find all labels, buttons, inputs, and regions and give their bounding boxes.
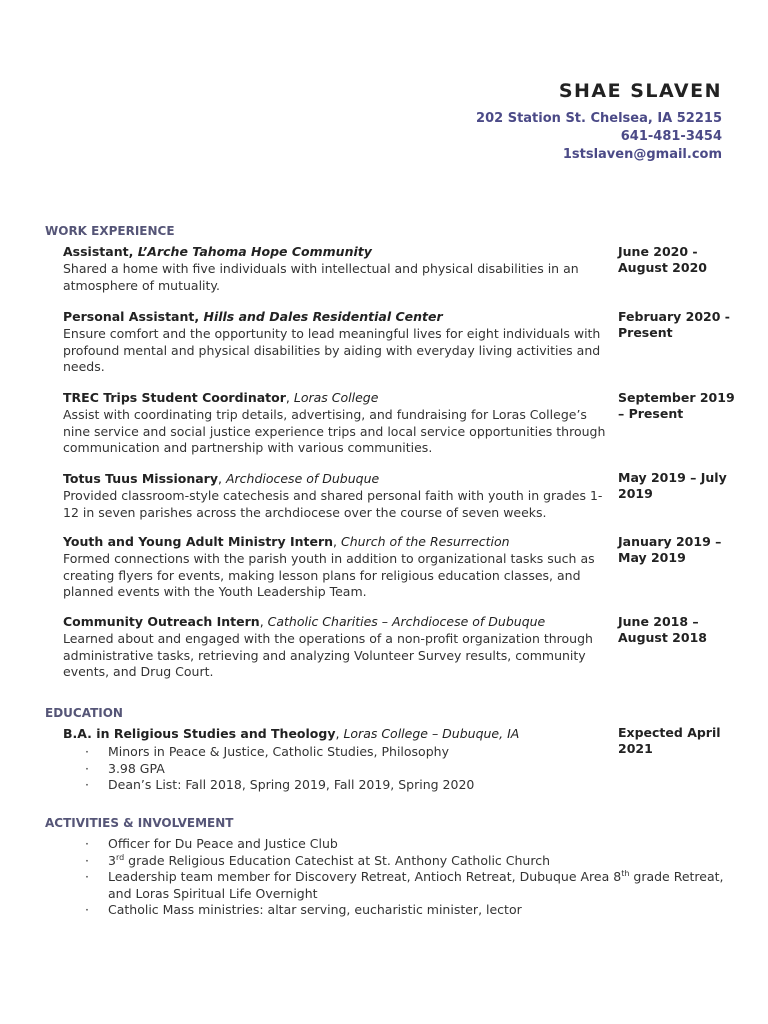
job-description: Shared a home with five individuals with intellectual and physical disabilities in an atmosphere of mutuality. <box>63 261 579 293</box>
job-role: Personal Assistant <box>63 309 195 324</box>
section-title-activities: ACTIVITIES & INVOLVEMENT <box>45 816 234 830</box>
job-description: Ensure comfort and the opportunity to lead meaningful lives for eight individuals with profound mental and physical disabilities by aiding with everyday living activities and needs. <box>63 326 601 374</box>
job-org: L’Arche Tahoma Hope Community <box>137 244 372 259</box>
job-entry: Totus Tuus Missionary, Archdiocese of Dubuque Provided classroom-style catechesis and shared personal faith with youth in grades 1-12 in seven parishes across the archdiocese over the course of seven weeks. <box>63 470 608 521</box>
job-org: Loras College <box>293 390 379 405</box>
job-date: May 2019 – July 2019 <box>618 470 727 501</box>
job-org: Hills and Dales Residential Center <box>203 309 443 324</box>
job-description: Assist with coordinating trip details, advertising, and fundraising for Loras College’s nine service and social justice experience trips and local service opportunities through communication and partnership with various communities. <box>63 407 606 455</box>
job-description: Learned about and engaged with the operations of a non-profit organization through administrative tasks, retrieving and analyzing Volunteer Survey results, community events, and Drug Court. <box>63 631 593 679</box>
list-item: · Officer for Du Peace and Justice Club <box>63 836 733 853</box>
job-role: Totus Tuus Missionary <box>63 471 218 486</box>
section-title-education: EDUCATION <box>45 706 123 720</box>
list-item: · Leadership team member for Discovery Retreat, Antioch Retreat, Dubuque Area 8th grade Retreat, and Loras Spiritual Life Overnight <box>63 869 733 902</box>
education-bullets <box>63 744 623 794</box>
job-entry: Assistant, L’Arche Tahoma Hope Community Shared a home with five individuals with intellectual and physical disabilities in an atmosphere of mutuality. <box>63 243 608 294</box>
job-date: June 2020 -August 2020 <box>618 244 707 275</box>
resume-header <box>476 80 722 164</box>
job-date: February 2020 -Present <box>618 309 730 340</box>
job-description: Provided classroom-style catechesis and shared personal faith with youth in grades 1-12 in seven parishes across the archdiocese over the course of seven weeks. <box>63 488 603 520</box>
job-role: Youth and Young Adult Ministry Intern <box>63 534 334 549</box>
job-date: January 2019 – May 2019 <box>618 534 722 565</box>
job-date: June 2018 – August 2018 <box>618 614 707 645</box>
job-role: TREC Trips Student Coordinator <box>63 390 286 405</box>
list-item: · 3.98 GPA <box>63 761 623 778</box>
job-org: Archdiocese of Dubuque <box>225 471 380 486</box>
section-title-work: WORK EXPERIENCE <box>45 224 175 238</box>
job-entry: Community Outreach Intern, Catholic Charities – Archdiocese of Dubuque Learned about and engaged with the operations of a non-profit organization through administrative tasks, retrieving and analyzing Volunteer Survey results, community events, and Drug Court. <box>63 613 608 681</box>
school: Loras College – Dubuque, IA <box>343 726 520 741</box>
list-item: · Dean’s List: Fall 2018, Spring 2019, Fall 2019, Spring 2020 <box>63 777 623 794</box>
job-entry: Youth and Young Adult Ministry Intern, Church of the Resurrection Formed connections with the parish youth in addition to organizational tasks such as creating flyers for events, making lesson plans for religious education classes, and planned events with the Youth Leadership Team. <box>63 533 608 601</box>
education-date: Expected April 2021 <box>618 725 721 756</box>
job-role: Assistant <box>63 244 129 259</box>
job-org: Church of the Resurrection <box>340 534 510 549</box>
job-description: Formed connections with the parish youth in addition to organizational tasks such as creating flyers for events, making lesson plans for religious education classes, and planned events with the Youth Leadership Team. <box>63 551 595 599</box>
email[interactable]: 1stslaven@gmail.com <box>562 147 722 162</box>
address: 202 Station St. Chelsea, IA 52215 <box>476 111 722 126</box>
candidate-name: SHAE SLAVEN <box>558 80 722 102</box>
list-item: · Catholic Mass ministries: altar serving, eucharistic minister, lector <box>63 902 733 919</box>
degree: B.A. in Religious Studies and Theology <box>63 726 336 741</box>
job-role: Community Outreach Intern <box>63 614 260 629</box>
list-item: · Minors in Peace & Justice, Catholic Studies, Philosophy <box>63 744 623 761</box>
list-item: · 3rd grade Religious Education Catechist at St. Anthony Catholic Church <box>63 853 733 870</box>
job-date: September 2019 – Present <box>618 390 735 421</box>
job-entry: Personal Assistant, Hills and Dales Residential Center Ensure comfort and the opportunity to lead meaningful lives for eight individuals with profound mental and physical disabilities by aiding with everyday living activities and needs. <box>63 308 608 376</box>
job-org: Catholic Charities – Archdiocese of Dubuque <box>267 614 546 629</box>
phone: 641-481-3454 <box>620 129 722 144</box>
education-entry: B.A. in Religious Studies and Theology, Loras College – Dubuque, IA <box>63 726 520 741</box>
activities-bullets <box>63 836 733 919</box>
job-entry: TREC Trips Student Coordinator, Loras College Assist with coordinating trip details, advertising, and fundraising for Loras College’s nine service and social justice experience trips and local service opportunities through communication and partnership with various communities. <box>63 389 608 457</box>
